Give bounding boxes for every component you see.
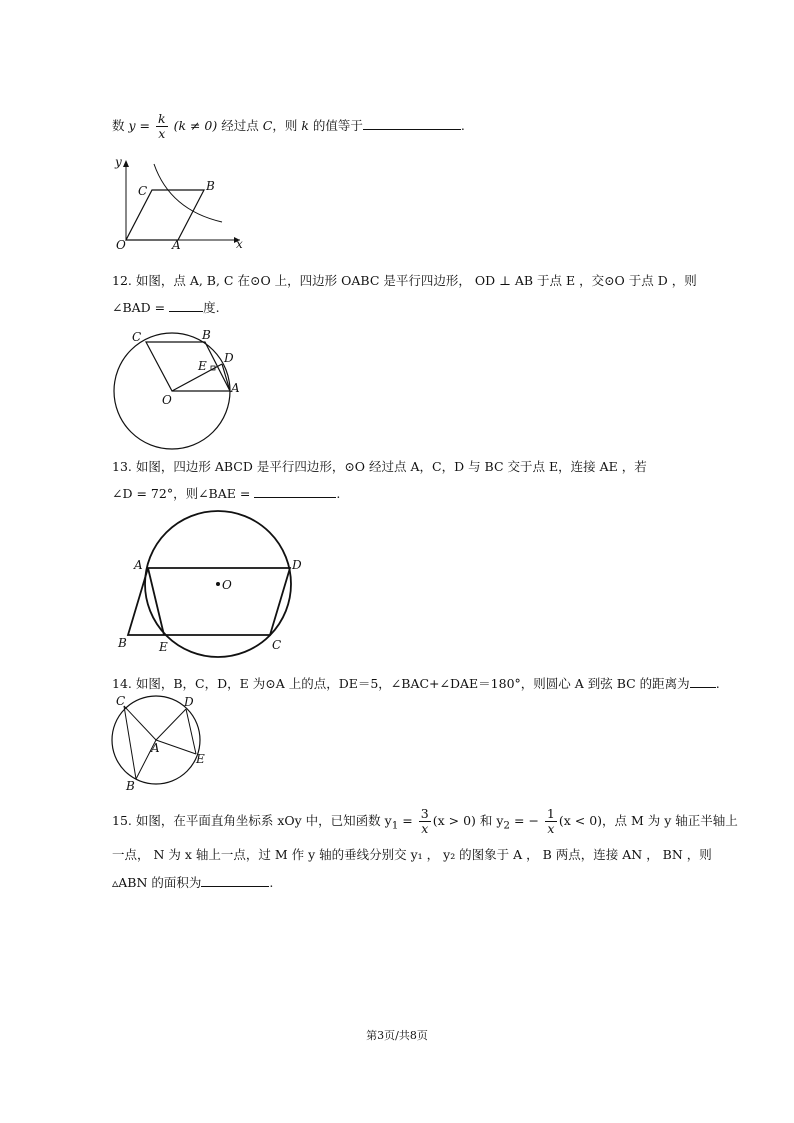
q14-answer-blank[interactable]	[690, 673, 716, 688]
page-footer: 第3页/共8页	[366, 1029, 428, 1042]
q13-line1: 13. 如图，四边形 ABCD 是平行四边形，⊙O 经过点 A，C，D 与 BC 交于点 E，连接 AE ，若	[112, 459, 647, 474]
q14-line1	[112, 673, 720, 694]
q15-l1-sub1: 1	[391, 819, 399, 832]
q12-label-B: B	[202, 328, 211, 342]
q11-fraction	[156, 112, 168, 141]
q11-label-C: C	[138, 184, 148, 198]
q15-frac2	[545, 807, 557, 836]
q15-l1-c2: (x < 0)，点 M 为 y 轴正半轴上	[558, 813, 738, 828]
q11-point: C	[262, 118, 273, 133]
q15-f1-num: 3	[420, 806, 429, 821]
q12-angle: ∠BAD =	[112, 300, 166, 315]
q13-label-D: D	[292, 558, 302, 572]
q15-l1-sub2: 2	[503, 819, 511, 832]
q13-figure	[112, 508, 312, 660]
q14-label-D: D	[184, 695, 194, 709]
q15-frac1	[419, 807, 431, 836]
q15-f2-num: 1	[546, 806, 555, 821]
q11-label-x: x	[236, 237, 243, 251]
q11-k: k	[301, 118, 309, 133]
q11-figure	[110, 152, 250, 252]
q11-func-lhs: y =	[128, 118, 151, 133]
q13-center-dot	[216, 582, 220, 586]
q11-text2: ，则	[272, 118, 298, 133]
q11-end: .	[460, 118, 465, 133]
q11-line	[112, 112, 465, 141]
q12-label-C: C	[132, 330, 142, 344]
q14-label-A: A	[151, 741, 160, 755]
q15-f1-den: x	[421, 821, 429, 836]
q14-text: 14. 如图，B，C，D，E 为⊙A 上的点，DE＝5，∠BAC+∠DAE＝180°，则圆心 A 到弦 BC 的距离为	[112, 676, 690, 691]
q14-label-E: E	[196, 752, 205, 766]
q13-answer-blank[interactable]	[254, 483, 336, 498]
q15-end: .	[269, 875, 274, 890]
q12-label-E: E	[198, 359, 207, 373]
q11-label-B: B	[206, 179, 215, 193]
q11-frac-den: x	[158, 126, 166, 141]
q15-line2: 一点， N 为 x 轴上一点，过 M 作 y 轴的垂线分别交 y₁ ， y₂ 的图象于 A ， B 两点，连接 AN ， BN ，则	[112, 847, 712, 862]
q14-line-AE	[156, 740, 196, 754]
q11-hyperbola	[154, 164, 222, 222]
q13-end: .	[336, 486, 341, 501]
q12-label-D: D	[224, 351, 234, 365]
q15-line1	[112, 807, 738, 836]
q13-line2	[112, 483, 340, 504]
q15-f2-den: x	[547, 821, 555, 836]
q11-prefix: 数	[112, 118, 125, 133]
q12-line-OD	[172, 364, 222, 391]
q14-figure	[108, 693, 214, 793]
q15-l1-a: 15. 如图，在平面直角坐标系 xOy 中，已知函数 y	[112, 813, 392, 828]
q15-l1-eq2: = −	[510, 813, 539, 828]
q11-cond: (k ≠ 0)	[173, 118, 218, 133]
q14-line-DE	[186, 709, 196, 754]
q13-parallelogram	[128, 568, 290, 635]
q14-line-AD	[156, 709, 186, 740]
q11-label-A: A	[172, 238, 181, 252]
q15-line3	[112, 872, 273, 893]
q14-end: .	[715, 676, 720, 691]
q15-answer-blank[interactable]	[201, 872, 269, 887]
q12-label-A: A	[231, 381, 240, 395]
q13-label-O: O	[222, 578, 232, 592]
q13-line-AE	[148, 568, 164, 635]
q11-text3: 的值等于	[312, 118, 363, 133]
q15-l1-c1: (x > 0) 和 y	[432, 813, 504, 828]
q13-label-E: E	[159, 640, 168, 654]
q12-unit: 度.	[203, 300, 220, 315]
q13-label-A: A	[134, 558, 143, 572]
q12-answer-blank[interactable]	[169, 297, 203, 312]
q11-label-y: y	[115, 155, 122, 169]
q15-area-text: ▵ABN 的面积为	[112, 875, 202, 890]
q12-figure	[110, 326, 250, 450]
q14-label-C: C	[116, 694, 126, 708]
q11-frac-num: k	[158, 111, 166, 126]
q14-label-B: B	[126, 779, 135, 793]
q11-answer-blank[interactable]	[363, 115, 461, 130]
q12-label-O: O	[162, 393, 172, 407]
q12-line2	[112, 297, 220, 318]
q11-text: 经过点	[221, 118, 259, 133]
q11-y-arrow	[123, 160, 129, 167]
q12-line1: 12. 如图，点 A, B, C 在⊙O 上，四边形 OABC 是平行四边形， OD ⊥ AB 于点 E ，交⊙O 于点 D ，则	[112, 273, 697, 288]
q13-label-C: C	[272, 638, 282, 652]
q11-label-O: O	[116, 238, 126, 252]
q13-label-B: B	[118, 636, 127, 650]
q15-l1-eq1: =	[398, 813, 413, 828]
q13-given: ∠D = 72°，则∠BAE =	[112, 486, 251, 501]
